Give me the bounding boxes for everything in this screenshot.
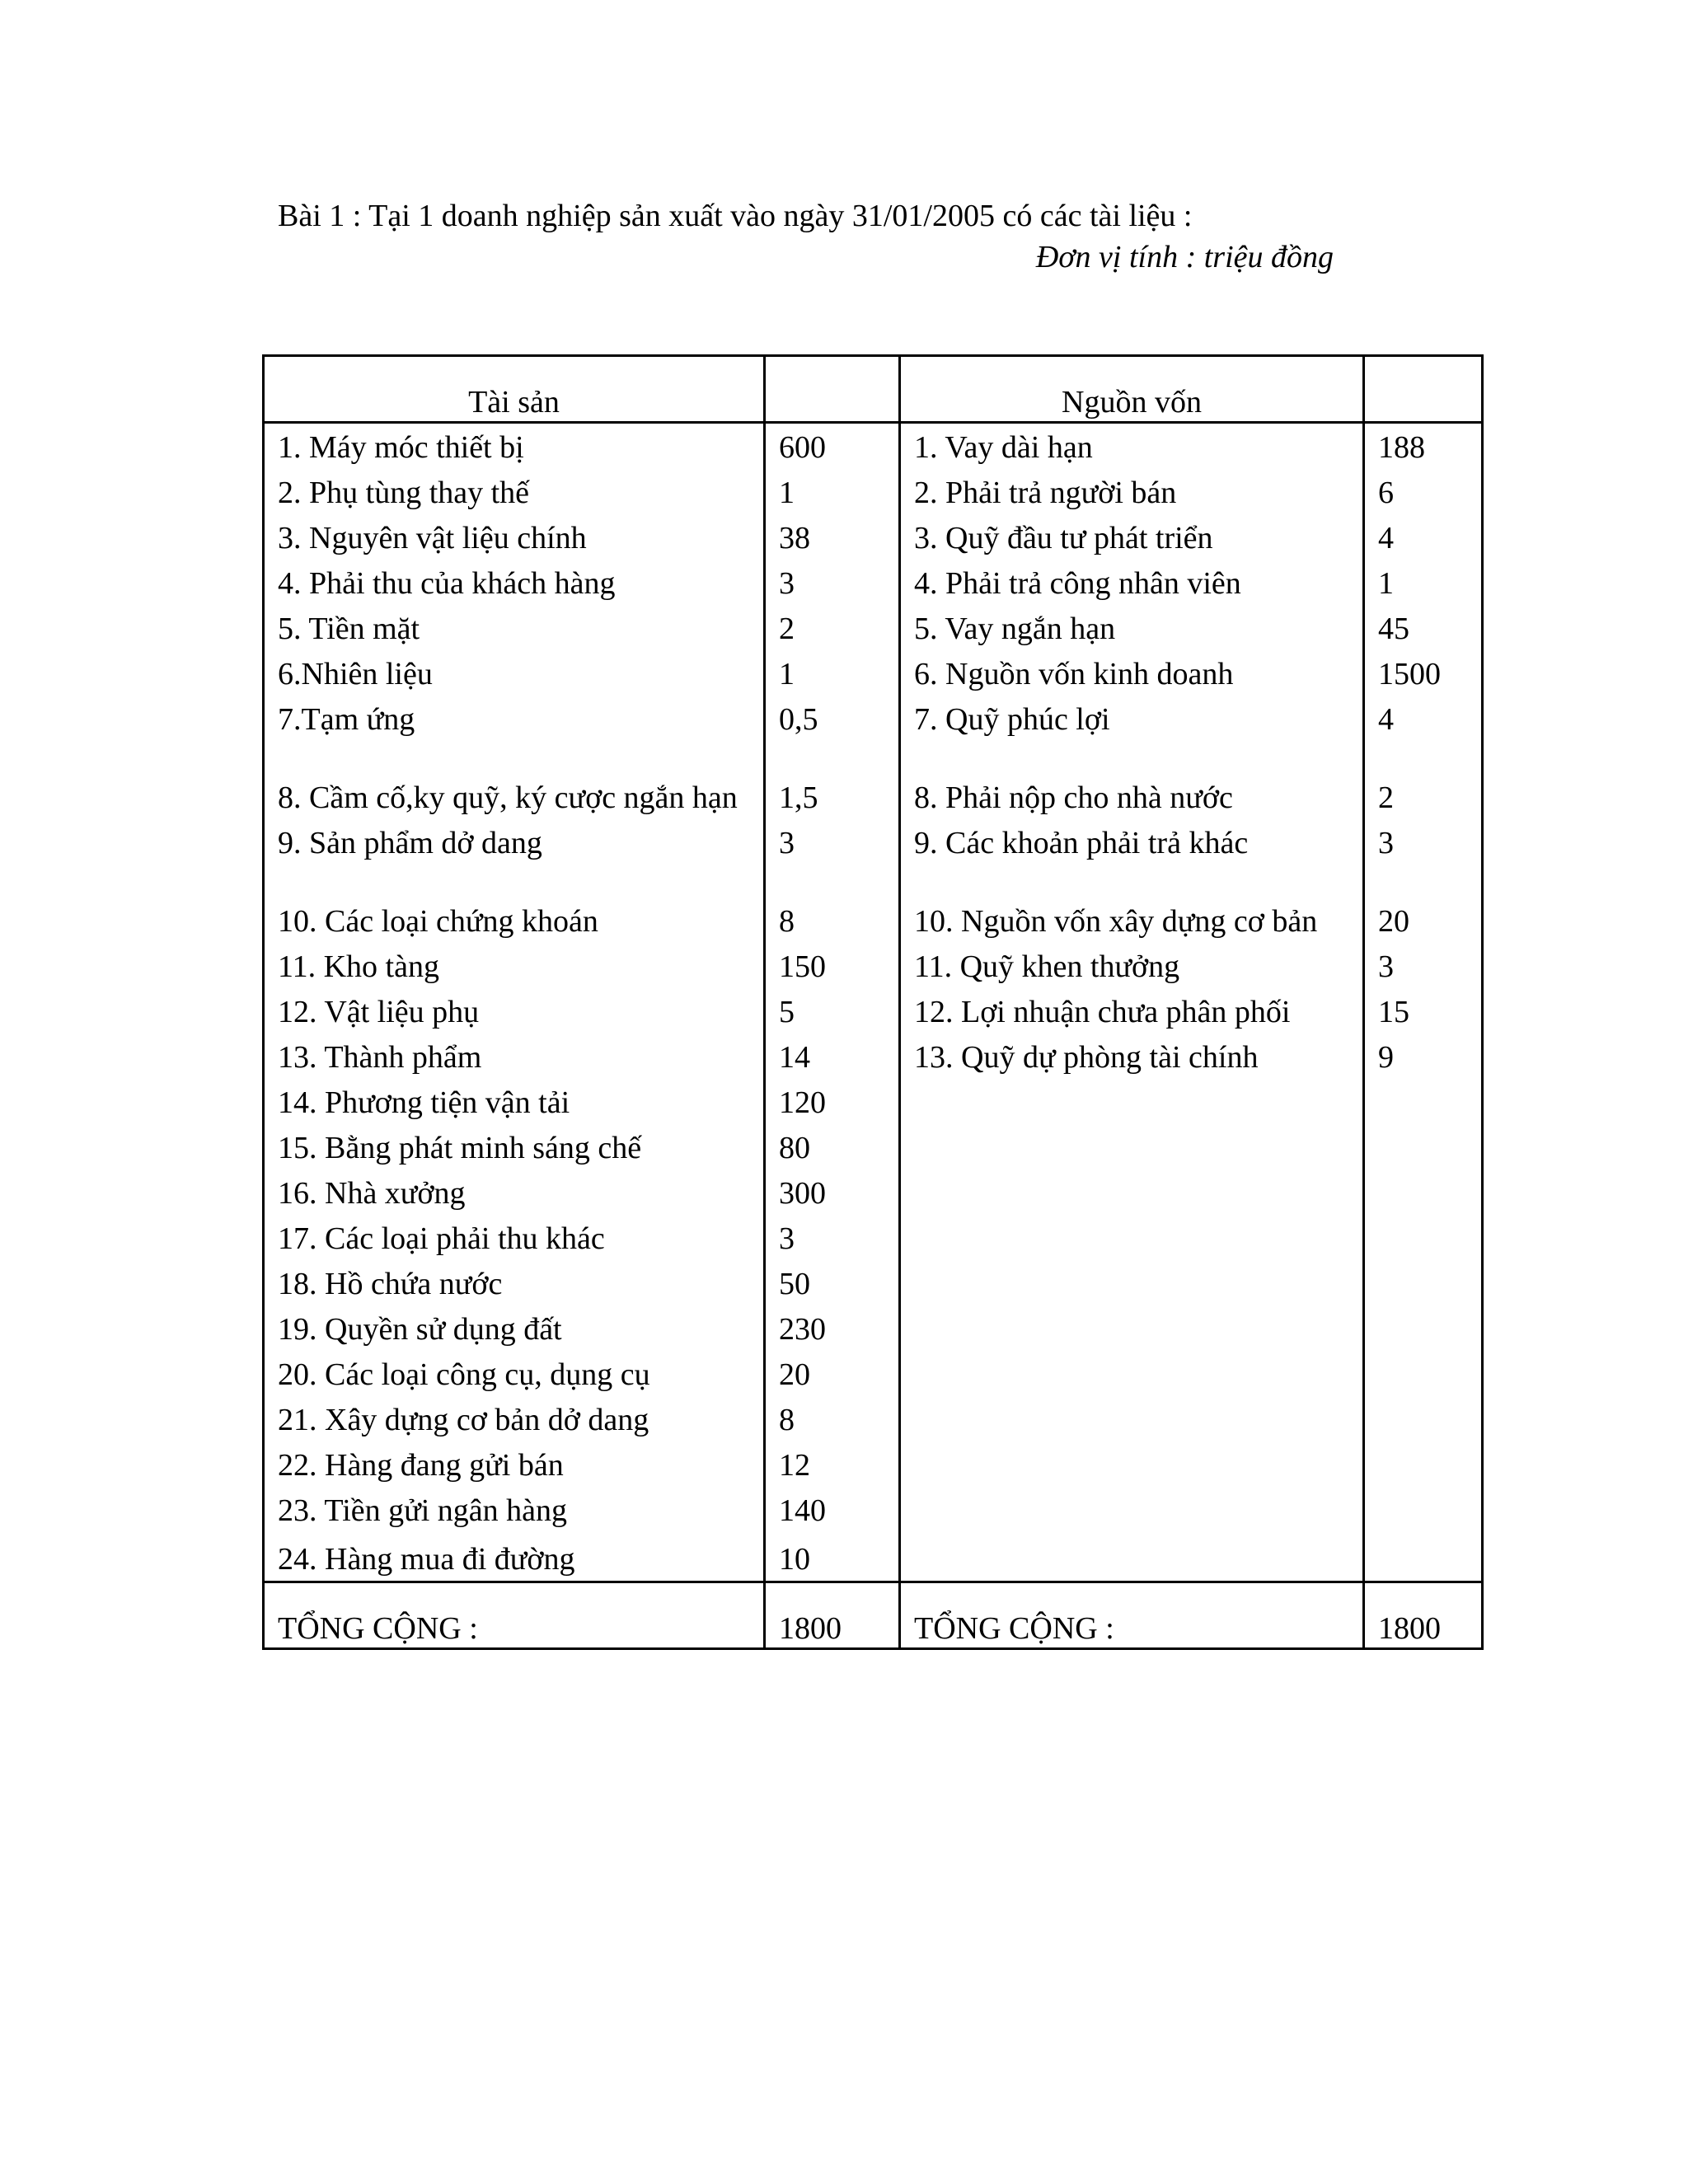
source-value — [1364, 1260, 1483, 1305]
balance-sheet-body — [264, 356, 1483, 1649]
source-value — [1364, 1124, 1483, 1169]
source-label — [900, 1487, 1364, 1532]
source-value: 9 — [1364, 1033, 1483, 1079]
asset-label: 3. Nguyên vật liệu chính — [264, 514, 765, 560]
table-row — [264, 423, 1483, 470]
source-label: 7. Quỹ phúc lợi — [900, 696, 1364, 741]
source-value: 15 — [1364, 988, 1483, 1033]
asset-value: 1 — [765, 650, 900, 696]
table-row — [264, 696, 1483, 741]
table-row — [264, 1532, 1483, 1582]
asset-value: 50 — [765, 1260, 900, 1305]
asset-label: 13. Thành phẩm — [264, 1033, 765, 1079]
source-value: 3 — [1364, 819, 1483, 865]
source-label: 13. Quỹ dự phòng tài chính — [900, 1033, 1364, 1079]
source-value — [1364, 1305, 1483, 1351]
source-label — [900, 1260, 1364, 1305]
table-row — [264, 1215, 1483, 1260]
table-row — [264, 1124, 1483, 1169]
source-value — [1364, 1532, 1483, 1582]
source-label: 8. Phải nộp cho nhà nước — [900, 741, 1364, 819]
asset-value: 3 — [765, 1215, 900, 1260]
asset-value: 300 — [765, 1169, 900, 1215]
asset-label: 17. Các loại phải thu khác — [264, 1215, 765, 1260]
source-value: 4 — [1364, 696, 1483, 741]
asset-label: 8. Cầm cố,ky quỹ, ký cược ngắn hạn — [264, 741, 765, 819]
source-value: 4 — [1364, 514, 1483, 560]
table-row — [264, 1169, 1483, 1215]
table-row — [264, 560, 1483, 605]
sources-total-label: TỔNG CỘNG : — [900, 1582, 1364, 1649]
exercise-intro: Bài 1 : Tại 1 doanh nghiệp sản xuất vào ngày 31/01/2005 có các tài liệu : — [278, 199, 1193, 233]
source-label: 10. Nguồn vốn xây dựng cơ bản — [900, 865, 1364, 943]
table-row — [264, 865, 1483, 943]
asset-value: 150 — [765, 943, 900, 988]
source-value — [1364, 1215, 1483, 1260]
source-label — [900, 1169, 1364, 1215]
source-label: 2. Phải trả người bán — [900, 469, 1364, 514]
table-row — [264, 1033, 1483, 1079]
source-value — [1364, 1351, 1483, 1396]
asset-label: 20. Các loại công cụ, dụng cụ — [264, 1351, 765, 1396]
table-row — [264, 1351, 1483, 1396]
table-row — [264, 1079, 1483, 1124]
asset-value: 38 — [765, 514, 900, 560]
asset-label: 23. Tiền gửi ngân hàng — [264, 1487, 765, 1532]
asset-label: 16. Nhà xưởng — [264, 1169, 765, 1215]
balance-sheet-table — [262, 354, 1484, 1650]
source-label — [900, 1351, 1364, 1396]
asset-value: 10 — [765, 1532, 900, 1582]
source-label: 12. Lợi nhuận chưa phân phối — [900, 988, 1364, 1033]
table-row — [264, 1396, 1483, 1441]
table-row — [264, 1260, 1483, 1305]
source-label — [900, 1305, 1364, 1351]
asset-label: 24. Hàng mua đi đường — [264, 1532, 765, 1582]
table-row — [264, 819, 1483, 865]
source-label: 9. Các khoản phải trả khác — [900, 819, 1364, 865]
source-value: 1500 — [1364, 650, 1483, 696]
sources-header: Nguồn vốn — [900, 356, 1364, 423]
asset-value: 12 — [765, 1441, 900, 1487]
source-value — [1364, 1487, 1483, 1532]
source-label: 4. Phải trả công nhân viên — [900, 560, 1364, 605]
source-label — [900, 1532, 1364, 1582]
source-value: 20 — [1364, 865, 1483, 943]
asset-value: 80 — [765, 1124, 900, 1169]
asset-label: 6.Nhiên liệu — [264, 650, 765, 696]
assets-total-label: TỔNG CỘNG : — [264, 1582, 765, 1649]
source-value — [1364, 1079, 1483, 1124]
table-row — [264, 650, 1483, 696]
asset-label: 14. Phương tiện vận tải — [264, 1079, 765, 1124]
assets-total-value: 1800 — [765, 1582, 900, 1649]
table-row — [264, 605, 1483, 650]
source-label: 6. Nguồn vốn kinh doanh — [900, 650, 1364, 696]
sources-value-header — [1364, 356, 1483, 423]
table-row — [264, 469, 1483, 514]
asset-value: 20 — [765, 1351, 900, 1396]
source-label — [900, 1079, 1364, 1124]
sources-total-value: 1800 — [1364, 1582, 1483, 1649]
asset-label: 5. Tiền mặt — [264, 605, 765, 650]
asset-label: 10. Các loại chứng khoán — [264, 865, 765, 943]
table-row — [264, 988, 1483, 1033]
source-label: 3. Quỹ đầu tư phát triển — [900, 514, 1364, 560]
source-value: 188 — [1364, 423, 1483, 470]
source-label — [900, 1124, 1364, 1169]
asset-value: 8 — [765, 865, 900, 943]
asset-label: 15. Bằng phát minh sáng chế — [264, 1124, 765, 1169]
source-label: 5. Vay ngắn hạn — [900, 605, 1364, 650]
table-row — [264, 741, 1483, 819]
source-label: 1. Vay dài hạn — [900, 423, 1364, 470]
asset-value: 230 — [765, 1305, 900, 1351]
source-value — [1364, 1441, 1483, 1487]
asset-label: 12. Vật liệu phụ — [264, 988, 765, 1033]
asset-value: 0,5 — [765, 696, 900, 741]
table-row — [264, 1487, 1483, 1532]
asset-label: 4. Phải thu của khách hàng — [264, 560, 765, 605]
asset-label: 9. Sản phẩm dở dang — [264, 819, 765, 865]
asset-value: 3 — [765, 819, 900, 865]
asset-value: 120 — [765, 1079, 900, 1124]
source-value — [1364, 1169, 1483, 1215]
asset-label: 22. Hàng đang gửi bán — [264, 1441, 765, 1487]
table-row — [264, 514, 1483, 560]
source-label — [900, 1396, 1364, 1441]
asset-value: 2 — [765, 605, 900, 650]
table-row — [264, 1305, 1483, 1351]
unit-note: Đơn vị tính : triệu đồng — [1035, 240, 1334, 274]
table-row — [264, 943, 1483, 988]
asset-value: 5 — [765, 988, 900, 1033]
assets-value-header — [765, 356, 900, 423]
asset-value: 1 — [765, 469, 900, 514]
source-value: 6 — [1364, 469, 1483, 514]
assets-header: Tài sản — [264, 356, 765, 423]
asset-label: 7.Tạm ứng — [264, 696, 765, 741]
table-row — [264, 1441, 1483, 1487]
asset-value: 140 — [765, 1487, 900, 1532]
asset-value: 3 — [765, 560, 900, 605]
source-label — [900, 1215, 1364, 1260]
source-value: 1 — [1364, 560, 1483, 605]
source-value — [1364, 1396, 1483, 1441]
asset-value: 14 — [765, 1033, 900, 1079]
asset-label: 19. Quyền sử dụng đất — [264, 1305, 765, 1351]
asset-label: 21. Xây dựng cơ bản dở dang — [264, 1396, 765, 1441]
source-value: 45 — [1364, 605, 1483, 650]
source-value: 3 — [1364, 943, 1483, 988]
source-value: 2 — [1364, 741, 1483, 819]
asset-label: 11. Kho tàng — [264, 943, 765, 988]
asset-value: 8 — [765, 1396, 900, 1441]
asset-label: 1. Máy móc thiết bị — [264, 423, 765, 470]
source-label: 11. Quỹ khen thưởng — [900, 943, 1364, 988]
asset-label: 18. Hồ chứa nước — [264, 1260, 765, 1305]
source-label — [900, 1441, 1364, 1487]
asset-value: 1,5 — [765, 741, 900, 819]
total-row — [264, 1582, 1483, 1649]
asset-label: 2. Phụ tùng thay thế — [264, 469, 765, 514]
asset-value: 600 — [765, 423, 900, 470]
table-header-row — [264, 356, 1483, 423]
